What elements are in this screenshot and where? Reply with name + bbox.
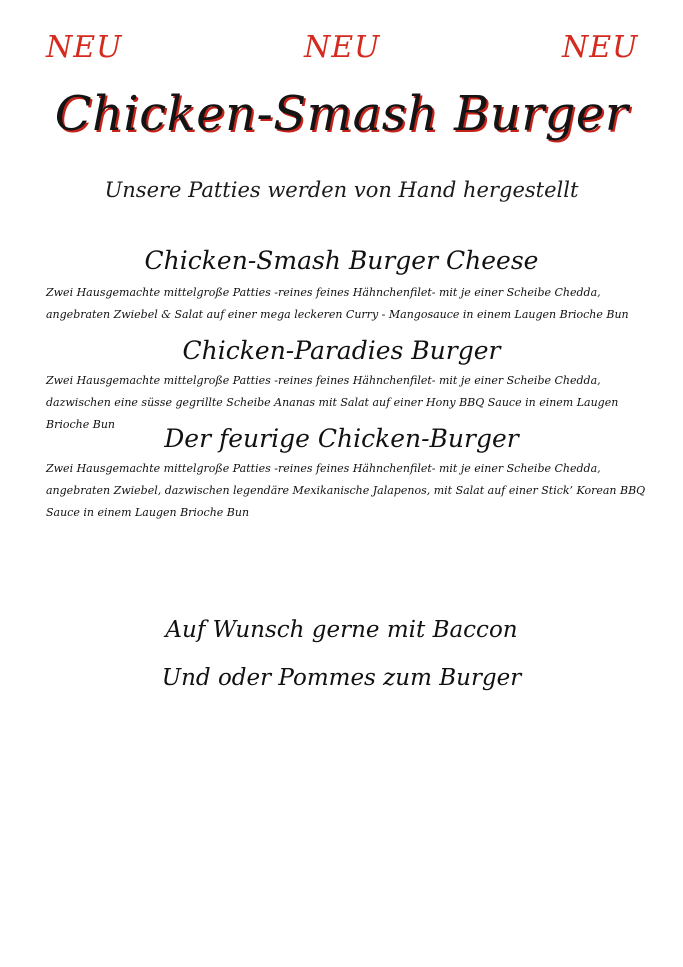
- burger-title-paradies: Chicken-Paradies Burger: [182, 336, 501, 365]
- page-title: Chicken-Smash Burger: [54, 86, 629, 142]
- burger-description-cheese: Zwei Hausgemachte mittelgroße Patties -reines feines Hähnchenfilet- mit je einer Scheibe Chedda, angebraten Zwiebel & Salat auf einer mega leckeren Curry - Mangosauce in einem Laugen Brioche Bun: [46, 286, 629, 321]
- burger-description-paradies: Zwei Hausgemachte mittelgroße Patties -reines feines Hähnchenfilet- mit je einer Scheibe Chedda, dazwischen eine süsse gegrillte Scheibe Ananas mit Salat auf einer Hony BBQ Sauce in einem Laugen Brioche Bun: [46, 374, 619, 431]
- new-badge-right: NEU: [562, 30, 639, 65]
- footer-fries-note: Und oder Pommes zum Burger: [161, 665, 522, 691]
- new-badge-center: NEU: [304, 30, 381, 65]
- burger-title-cheese: Chicken-Smash Burger Cheese: [144, 246, 539, 275]
- page-subtitle: Unsere Patties werden von Hand hergestellt: [104, 178, 579, 202]
- footer-bacon-note: Auf Wunsch gerne mit Baccon: [165, 617, 518, 643]
- burger-description-feurig: Zwei Hausgemachte mittelgroße Patties -reines feines Hähnchenfilet- mit je einer Scheibe Chedda, angebraten Zwiebel, dazwischen legendäre Mexikanische Jalapenos, mit Salat auf einer Stick’ Korean BBQ Sauce in einem Laugen Brioche Bun: [46, 462, 646, 519]
- burger-title-feurig: Der feurige Chicken-Burger: [164, 424, 519, 453]
- new-badge-left: NEU: [46, 30, 123, 65]
